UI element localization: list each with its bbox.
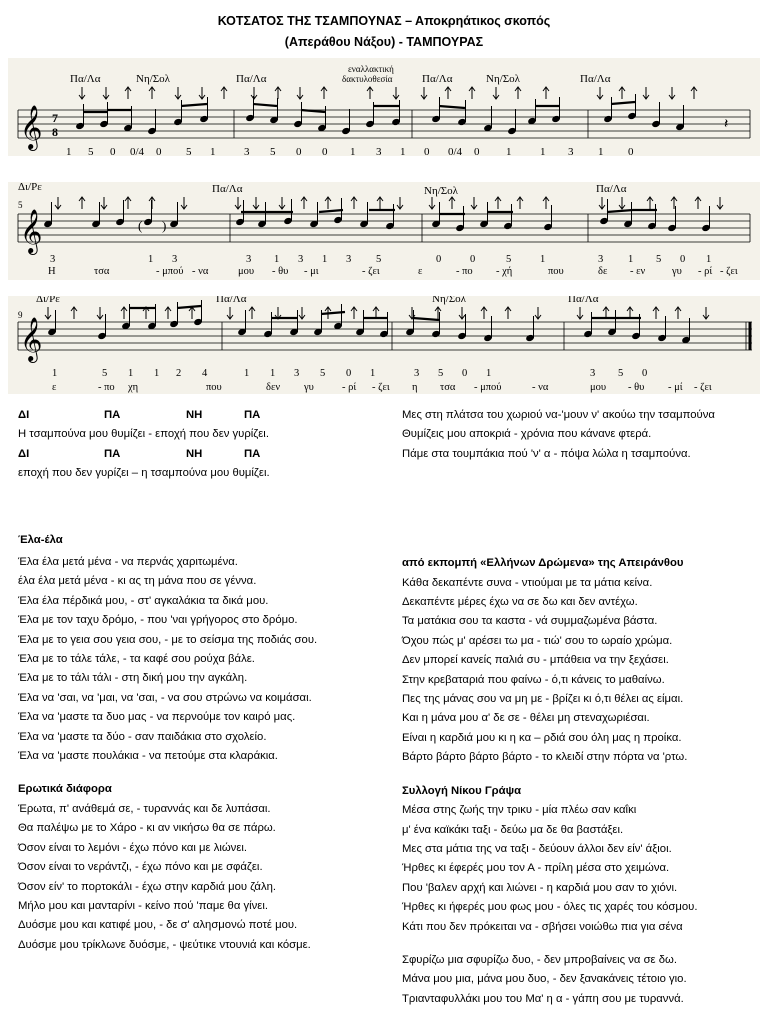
svg-text:8: 8: [52, 125, 58, 139]
verse-line: Δυόσμε μου και κατιφέ μου, - δε σ' αλησμονώ ποτέ μου.: [18, 919, 298, 932]
arrow-down-icon: [429, 197, 435, 209]
verse-line: Μες στη πλάτσα του χωριού να-'μουν ν' ακούω την τσαμπούνα: [402, 409, 715, 421]
arrow-up-icon: [445, 87, 451, 99]
lyric-syllable: ε: [418, 266, 423, 277]
chord-label: Πα/Λα: [236, 73, 267, 85]
section-heading: Συλλογή Νίκου Γράψα: [402, 784, 522, 797]
chord-label: Δι/Ρε: [36, 296, 60, 305]
lyric-syllable: - να: [532, 382, 549, 393]
svg-text:): ): [162, 218, 167, 233]
fingering-number: 1: [628, 254, 634, 265]
arrow-up-icon: [301, 197, 307, 209]
fingering-number: 3: [568, 146, 574, 156]
arrow-down-icon: [703, 307, 709, 319]
chord-label: Νη/Σολ: [424, 185, 458, 197]
verse-line: Είναι η καρδιά μου κι η κα – ρδιά σου όλη μας η προίκα.: [402, 731, 682, 744]
fingering-number: 5: [102, 368, 108, 379]
fingering-number: 0: [462, 368, 468, 379]
verse-line: Έλα έλα μετά μένα - να περνάς χαριτωμένα.: [18, 556, 238, 568]
arrow-up-icon: [619, 87, 625, 99]
fingering-number: 1: [540, 146, 546, 156]
section-heading: Έλα-έλα: [18, 533, 63, 546]
fingering-number: 0: [680, 254, 686, 265]
chord-label: Πα/Λα: [580, 73, 611, 85]
arrow-down-icon: [397, 197, 403, 209]
verse-line: Τα ματάκια σου τα καστα - νά συμμαζωμένα βάστα.: [402, 615, 658, 628]
fingering-number: 3: [298, 254, 304, 265]
arrow-up-icon: [495, 197, 501, 209]
verse-line: Μες στα μάτια της να ταξι - δεύουν άλλοι δεν είν' άξιοι.: [402, 842, 672, 855]
fingering-number: 0: [436, 254, 442, 265]
arrow-down-icon: [597, 87, 603, 99]
verse-line: Έλα με τον ταχυ δρόμο, - που 'ναι γρήγορος στο δρόμο.: [18, 614, 298, 627]
fingering-number: 3: [376, 146, 382, 156]
verse-line: Έλα με το τάλε τάλε, - τα καφέ σου ρούχα βάλε.: [18, 653, 255, 666]
arrow-up-icon: [691, 87, 697, 99]
fingering-number: 1: [400, 146, 406, 156]
arrow-up-icon: [121, 307, 127, 319]
verse-line: Κάθα δεκαπέντε συνα - ντιούμαι με τα μάτια κείνα.: [402, 576, 653, 589]
arrow-up-icon: [543, 197, 549, 209]
fingering-number: 1: [540, 254, 546, 265]
verse-line: Δυόσμε μου τρίκλωνε δυόσμε, - ψεύτικε ντουνιά και κόσμε.: [18, 938, 311, 951]
verse-line: Μέσα στης ζωής την τρικυ - μία πλέω σαν καΐκι: [402, 804, 637, 817]
fingering-number: 0: [296, 146, 302, 156]
svg-text:(: (: [138, 218, 143, 233]
arrow-down-icon: [55, 197, 61, 209]
arrow-down-icon: [103, 87, 109, 99]
lyric-syllable: - πο: [98, 382, 115, 393]
fingering-number: 1: [322, 254, 328, 265]
chord-pa: ΠΑ: [104, 409, 121, 421]
arrow-down-icon: [299, 307, 305, 319]
lyric-syllable: δε: [598, 266, 608, 277]
lyric-syllable: - μπού: [156, 266, 184, 277]
verse-line: Κάτι που δεν πρόκειται να - σβήσει νοιώθω πια για σένα: [402, 920, 683, 933]
fingering-number: 0: [470, 254, 476, 265]
fingering-number: 0: [156, 146, 162, 156]
score-system-2: [8, 182, 760, 280]
verse-line: Σφυρίζω μια σφυρίζω δυο, - δεν μπροβαίνεις να σε δω.: [402, 953, 677, 966]
lyric-syllable: - θυ: [272, 266, 289, 277]
fingering-number: 4: [202, 368, 208, 379]
fingering-number: 5: [438, 368, 444, 379]
lyric-syllable: - μι: [304, 266, 319, 277]
fingering-number: 5: [88, 146, 94, 156]
fingering-number: 5: [656, 254, 662, 265]
verse-line: Πάμε στα τουμπάκια πού 'ν' α - πόψα λώλα η τσαμπούνα.: [402, 447, 691, 460]
chord-label: Δι/Ρε: [18, 182, 42, 193]
arrow-down-icon: [619, 197, 625, 209]
chord-ni: ΝΗ: [186, 409, 203, 421]
chord-label: Πα/Λα: [70, 73, 101, 85]
svg-text:𝄽: 𝄽: [724, 117, 729, 132]
arrow-up-icon: [275, 87, 281, 99]
chord-di: ΔΙ: [18, 447, 30, 460]
verse-line: εποχή που δεν γυρίζει – η τσαμπούνα μου θυμίζει.: [18, 467, 270, 480]
arrow-up-icon: [653, 307, 659, 319]
arrow-down-icon: [97, 307, 103, 319]
verse-line: Που 'βαλεν αρχή και λιώνει - η καρδιά μου σαν το χιόνι.: [402, 881, 678, 894]
fingering-number: 2: [176, 368, 182, 379]
verse-line: Θα παλέψω με το Χάρο - κι αν νικήσω θα σε πάρω.: [18, 822, 276, 835]
fingering-number: 0/4: [448, 146, 463, 156]
lyric-syllable: - μπού: [474, 382, 502, 393]
arrow-up-icon: [435, 307, 441, 319]
chord-pa: ΠΑ: [244, 409, 261, 421]
fingering-number: 1: [706, 254, 712, 265]
arrow-down-icon: [471, 197, 477, 209]
fingering-number: 3: [346, 254, 352, 265]
fingering-number: 1: [486, 368, 492, 379]
chord-ni: ΝΗ: [186, 447, 203, 460]
chord-label: Πα/Λα: [212, 183, 243, 195]
fingering-number: 1: [350, 146, 356, 156]
arrow-up-icon: [79, 197, 85, 209]
arrow-down-icon: [279, 197, 285, 209]
fingering-number: 0: [346, 368, 352, 379]
fingering-number: 5: [618, 368, 624, 379]
arrow-down-icon: [493, 87, 499, 99]
lyric-syllable: - εν: [630, 266, 646, 277]
arrow-down-icon: [79, 87, 85, 99]
arrow-up-icon: [351, 307, 357, 319]
chord-row: [18, 406, 378, 425]
verse-line: Μήλο μου και μανταρίνι - κείνο πού 'παμε θα γίνει.: [18, 899, 268, 912]
arrow-up-icon: [321, 87, 327, 99]
verse-line: Έλα έλα πέρδικά μου, - στ' αγκαλάκια τα δικά μου.: [18, 594, 269, 607]
lyric-syllable: - ζει: [362, 266, 380, 277]
lyric-syllable: - ρί: [698, 266, 713, 277]
verse-line: Βάρτο βάρτο βάρτο βάρτο - το κλειδί στην πόρτα να 'ρτω.: [402, 751, 688, 764]
lyric-syllable: - πο: [456, 266, 473, 277]
arrow-up-icon: [695, 197, 701, 209]
arrow-up-icon: [647, 197, 653, 209]
arrow-up-icon: [149, 87, 155, 99]
arrow-up-icon: [367, 87, 373, 99]
fingering-number: 3: [172, 254, 178, 265]
chord-row: [18, 445, 378, 464]
verse-line: Έλα να 'σαι, να 'μαι, να 'σαι, - να σου στρώνω να κοιμάσαι.: [18, 691, 312, 704]
arrow-up-icon: [165, 307, 171, 319]
lyric-syllable: μου: [590, 382, 607, 393]
fingering-number: 3: [246, 254, 252, 265]
lyric-syllable: - να: [192, 266, 209, 277]
fingering-number: 3: [294, 368, 300, 379]
arrow-up-icon: [189, 307, 195, 319]
fingering-number: 1: [598, 146, 604, 156]
fingering-number: 5: [186, 146, 192, 156]
lyric-syllable: χη: [128, 382, 139, 393]
left-text-column: [18, 406, 378, 955]
lyric-syllable: - χή: [496, 266, 513, 277]
chord-pa: ΠΑ: [104, 447, 121, 460]
verse-line: Ήρθες κι ήφερές μου φως μου - όλες τις χαρές του κόσμου.: [402, 901, 698, 914]
verse-line: Ήρθες κι έφερές μου τον Α - πρίλη μέσα στο χειμώνα.: [402, 862, 670, 875]
arrow-up-icon: [221, 87, 227, 99]
arrow-up-icon: [481, 307, 487, 319]
arrow-down-icon: [253, 197, 259, 209]
arrow-down-icon: [101, 197, 107, 209]
lyric-syllable: Η: [48, 266, 56, 277]
fingering-number: 1: [506, 146, 512, 156]
arrow-up-icon: [543, 87, 549, 99]
chord-label: Νη/Σολ: [432, 296, 466, 305]
fingering-number: 1: [270, 368, 276, 379]
verse-line: Θυμίζεις μου αποκριά - χρόνια που κάνανε φτερά.: [402, 428, 652, 441]
lyric-syllable: γυ: [672, 266, 682, 277]
arrow-up-icon: [377, 197, 383, 209]
fingering-number: 5: [506, 254, 512, 265]
arrow-up-icon: [125, 197, 131, 209]
arrow-down-icon: [459, 307, 465, 319]
fingering-number: 0: [642, 368, 648, 379]
fingering-number: 3: [414, 368, 420, 379]
chord-label: Νη/Σολ: [486, 73, 520, 85]
fingering-number: 1: [370, 368, 376, 379]
arrow-down-icon: [297, 87, 303, 99]
fingering-number: 3: [50, 254, 56, 265]
right-text-column: [402, 406, 764, 1009]
verse-line: Στην κρεβαταριά που φαίνω - ό,τι κάνεις το μαθαίνω.: [402, 673, 665, 686]
alt-fingering-note-2: δακτυλοθεσία: [342, 74, 393, 84]
fingering-number: 3: [590, 368, 596, 379]
lyric-syllable: ε: [52, 382, 57, 393]
verse-line: Όσον είναι το νεράντζι, - έχω πόνο και με σφάζει.: [18, 861, 263, 874]
measure-number: 9: [18, 310, 23, 320]
arrow-down-icon: [199, 87, 205, 99]
lyric-syllable: - θυ: [628, 382, 645, 393]
verse-line: Τριανταφυλλάκι μου του Μα' η α - γάπη σου με τυραννά.: [402, 992, 684, 1005]
arrow-up-icon: [351, 197, 357, 209]
chord-label: Νη/Σολ: [136, 73, 170, 85]
section-heading: από εκπομπή «Ελλήνων Δρώμενα» της Απειράνθου: [402, 557, 684, 570]
arrow-down-icon: [599, 197, 605, 209]
verse-line: Έλα να 'μαστε τα δύο - σαν παιδάκια στο σχολείο.: [18, 730, 267, 743]
time-signature: 7: [52, 111, 58, 125]
measure-number: 5: [18, 200, 23, 210]
arrow-down-icon: [577, 307, 583, 319]
lyric-syllable: η: [412, 382, 418, 393]
arrow-up-icon: [249, 307, 255, 319]
fingering-number: 0: [424, 146, 430, 156]
fingering-number: 5: [376, 254, 382, 265]
arrow-down-icon: [45, 307, 51, 319]
verse-line: Όσον είναι το λεμόνι - έχω πόνο και με λιώνει.: [18, 841, 248, 854]
arrow-up-icon: [675, 307, 681, 319]
verse-line: Και η μάνα μου α' δε σε - θέλει μη στεναχωριέσαι.: [402, 712, 650, 725]
fingering-number: 1: [274, 254, 280, 265]
chord-label: Πα/Λα: [422, 73, 453, 85]
alt-fingering-note-1: εναλλακτική: [348, 64, 394, 74]
arrow-down-icon: [235, 197, 241, 209]
fingering-number: 0: [628, 146, 634, 156]
song-title: ΚΟΤΣΑΤΟΣ ΤΗΣ ΤΣΑΜΠΟΥΝΑΣ – Αποκρηάτικος σκοπός: [217, 14, 551, 28]
lyric-syllable: γυ: [304, 382, 314, 393]
verse-line: Δεν μπορεί κανείς παλιά συ - μπάθεια να την ξεχάσει.: [402, 654, 669, 667]
treble-clef-icon: 𝄞: [20, 319, 43, 361]
arrow-up-icon: [505, 307, 511, 319]
arrow-down-icon: [175, 87, 181, 99]
verse-line: Έρωτα, π' ανάθεμά σε, - τυραννάς και δε λυπάσαι.: [18, 802, 271, 815]
score-system-1: [8, 58, 760, 156]
verse-line: μ' ένα καϊκάκι ταξι - δεύω μα δε θα βαστάξει.: [402, 823, 624, 836]
chord-label: Πα/Λα: [216, 296, 247, 305]
lyric-syllable: - μί: [668, 382, 683, 393]
arrow-up-icon: [517, 197, 523, 209]
fingering-number: 0/4: [130, 146, 145, 156]
lyric-syllable: δεν: [266, 382, 281, 393]
fingering-number: 1: [128, 368, 134, 379]
chord-pa: ΠΑ: [244, 447, 261, 460]
verse-line: Μάνα μου μια, μάνα μου δυο, - δεν ξανακάνεις τέτοιο γιο.: [402, 973, 687, 986]
lyric-syllable: - ζει: [720, 266, 738, 277]
score-system-3: [8, 296, 760, 394]
verse-line: Πες της μάνας σου να μη με - βρίζει κι ό,τι θέλει ας είμαι.: [402, 693, 684, 706]
fingering-number: 1: [148, 254, 154, 265]
verse-line: Έλα να 'μαστε πουλάκια - να πετούμε στα κλαράκια.: [18, 750, 278, 763]
verse-line: έλα έλα μετά μένα - κι ας τη μάνα που σε γέννα.: [18, 575, 257, 588]
chord-label: Πα/Λα: [596, 183, 627, 195]
lyric-syllable: τσα: [440, 382, 456, 393]
fingering-number: 5: [270, 146, 276, 156]
fingering-number: 0: [322, 146, 328, 156]
arrow-down-icon: [717, 197, 723, 209]
fingering-number: 3: [244, 146, 250, 156]
arrow-down-icon: [643, 87, 649, 99]
treble-clef-icon: 𝄞: [20, 211, 43, 253]
lyric-syllable: - ζει: [694, 382, 712, 393]
arrow-down-icon: [669, 87, 675, 99]
song-subtitle: (Απεράθου Νάξου) - ΤΑΜΠΟΥΡΑΣ: [284, 35, 484, 49]
verse-line: Η τσαμπούνα μου θυμίζει - εποχή που δεν γυρίζει.: [18, 428, 269, 441]
lyric-syllable: - ζει: [372, 382, 390, 393]
fingering-number: 0: [110, 146, 116, 156]
arrow-up-icon: [71, 307, 77, 319]
fingering-number: 1: [66, 146, 72, 156]
fingering-number: 3: [598, 254, 604, 265]
arrow-up-icon: [449, 197, 455, 209]
fingering-number: 1: [154, 368, 160, 379]
arrow-down-icon: [535, 307, 541, 319]
lyric-syllable: μου: [238, 266, 255, 277]
chord-label: Πα/Λα: [568, 296, 599, 305]
arrow-down-icon: [393, 87, 399, 99]
verse-line: Όχου πώς μ' αρέσει τω μα - τιώ' σου το ωραίο χρώμα.: [402, 634, 673, 647]
arrow-up-icon: [671, 197, 677, 209]
arrow-up-icon: [125, 87, 131, 99]
lyric-syllable: - ρί: [342, 382, 357, 393]
fingering-number: 1: [244, 368, 250, 379]
treble-clef-icon: 𝄞: [20, 107, 43, 149]
lyric-syllable: που: [548, 266, 564, 277]
arrow-down-icon: [181, 197, 187, 209]
lyric-syllable: που: [206, 382, 222, 393]
chord-di: ΔΙ: [18, 409, 30, 421]
arrow-up-icon: [515, 87, 521, 99]
lyric-syllable: τσα: [94, 266, 110, 277]
verse-line: Δεκαπέντε μέρες έχω να σε δω και δεν αντέχω.: [402, 596, 638, 609]
fingering-number: 0: [474, 146, 480, 156]
section-heading: Ερωτικά διάφορα: [18, 783, 112, 796]
arrow-up-icon: [325, 197, 331, 209]
fingering-number: 5: [320, 368, 326, 379]
arrow-up-icon: [469, 87, 475, 99]
arrow-down-icon: [227, 307, 233, 319]
fingering-number: 1: [210, 146, 216, 156]
fingering-number: 1: [52, 368, 58, 379]
verse-line: Έλα με το τάλι τάλι - στη δική μου την αγκάλη.: [18, 672, 248, 685]
verse-line: Έλα να 'μαστε τα δυο μας - να περνούμε τον καιρό μας.: [18, 711, 296, 724]
verse-line: Έλα με το γεια σου γεια σου, - με το σείσμα της ποδιάς σου.: [18, 633, 318, 646]
verse-line: Όσον είν' το πορτοκάλι - έχω στην καρδιά μου ζάλη.: [18, 880, 277, 893]
arrow-down-icon: [421, 87, 427, 99]
